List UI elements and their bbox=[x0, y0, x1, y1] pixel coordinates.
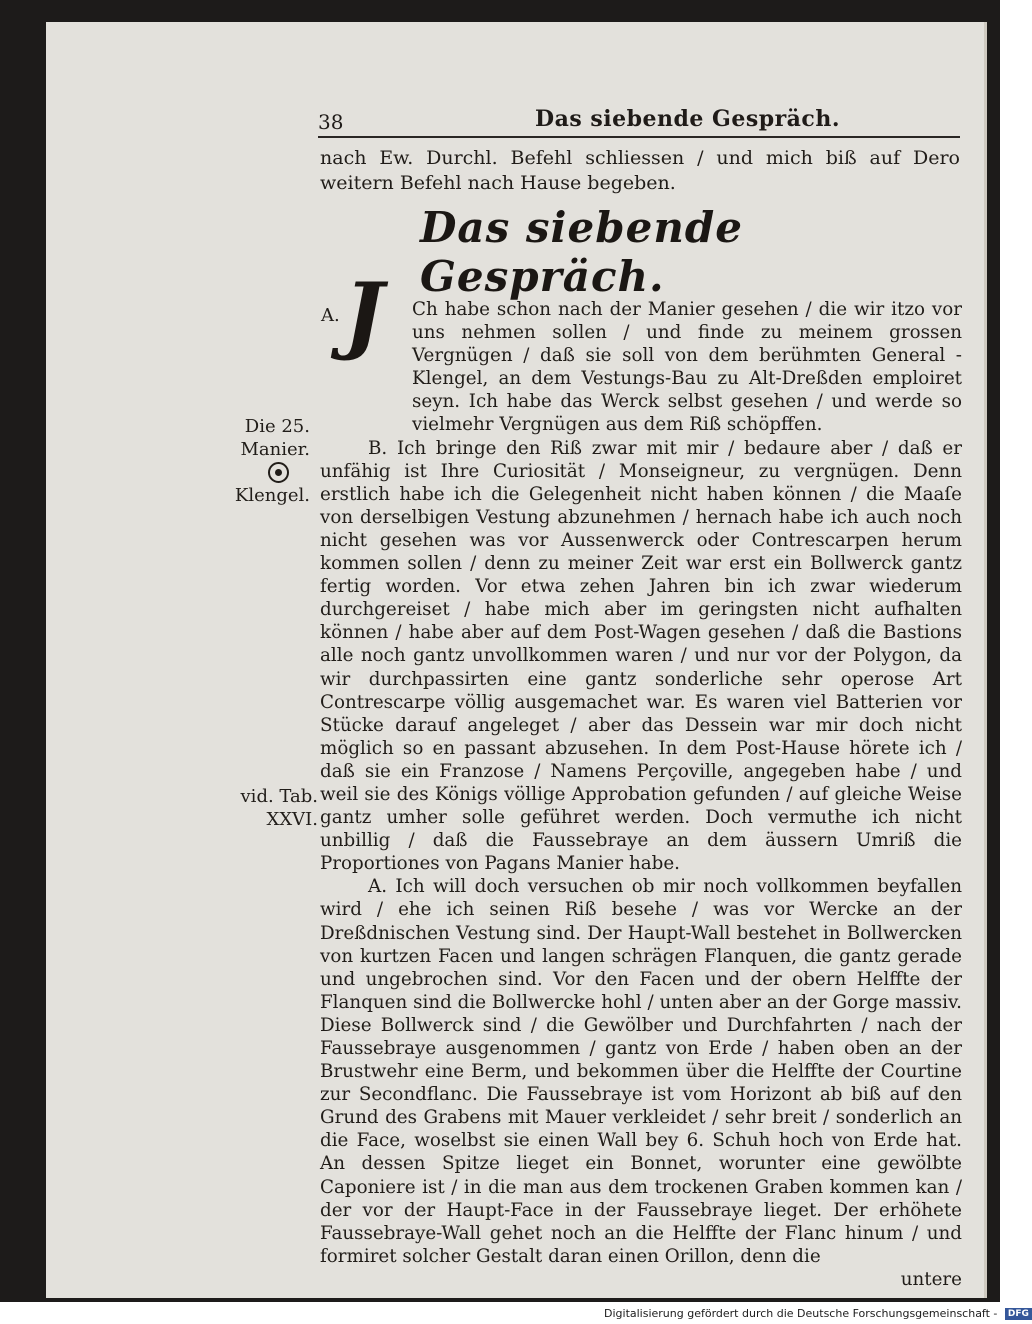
marginal-note-manier-line1: Die 25. bbox=[244, 416, 310, 437]
marginal-note-table-line1: vid. Tab. bbox=[240, 786, 318, 807]
bullseye-symbol-icon bbox=[268, 462, 289, 483]
footer-text: Digitalisierung gefördert durch die Deutsche Forschungsgemeinschaft - bbox=[604, 1307, 998, 1320]
paragraph-1: Ch habe schon nach der Manier gesehen / die wir itzo vor uns nehmen sollen / und finde zu meinem grossen Vergnügen / daß sie soll von dem berühmten General - Klengel, an dem Vestungs-Bau zu Alt-Dreßden emploiret seyn. Ich habe das Werck selbst gesehen / und werde so vielmehr Vergnügen aus dem Riß schöpffen. bbox=[412, 299, 962, 436]
catchword: untere bbox=[900, 1268, 962, 1290]
marginal-note-manier bbox=[230, 415, 310, 461]
paragraph-2: B. Ich bringe den Riß zwar mit mir / bedaure aber / daß er unfähig ist Ihre Curiosität / Monseigneur, zu vergnügen. Denn erstlich habe ich die Gelegenheit nicht haben können / die Maaſe von derselbigen Vestung abzunehmen / hernach habe ich auch noch nicht gesehen was vor Aussenwerck oder Contrescarpen herum kommen sollen / denn zu meiner Zeit war erst ein Bollwerck gantz fertig worden. Vor etwa zehen Jahren bin ich zwar wiederum durchgereiset / habe mich aber im geringsten nicht aufhalten können / habe aber auf dem Post-Wagen gesehen / daß die Bastions alle noch gantz unvollkommen waren / und nur vor der Polygon, da wir durchpassirten eine gantz sonderliche sehr operose Art Contrescarpe völlig ausgemachet war. Es waren viel Batterien vor Stücke darauf angeleget / aber das Dessein war mir doch nicht möglich so en passant abzusehen. In dem Post-Hause hörete ich / daß sie ein Franzose / Namens Perçoville, angegeben habe / und weil sie des Königs völlige Approbation gefunden / auf gleiche Weise gantz umher solle geführet werden. Doch vermuthe ich nicht unbillig / daß die Faussebraye an dem äussern Umriß die Proportiones von Pagans Manier habe. bbox=[320, 437, 962, 875]
header-rule bbox=[318, 136, 960, 138]
decorative-initial: J bbox=[344, 264, 384, 363]
paragraph-3: A. Ich will doch versuchen ob mir noch vollkommen beyfallen wird / ehe ich seinen Riß besehe / was vor Wercke an der Dreßdnischen Vestung sind. Der Haupt-Wall bestehet in Bollwercken von kurtzen Facen und langen schrägen Flanquen, die gantz gerade und ungebrochen sind. Vor den Facen und der obern Helffte der Flanquen sind die Bollwercke hohl / unten aber an der Gorge massiv. Diese Bollwerck sind / die Gewölber und Durchfahrten / nach der Faussebraye ausgenommen / gantz von Erde / haben oben an der Brustwehr eine Berm, und bekommen über die Helffte der Courtine zur Secondflanc. Die Faussebraye ist vom Horizont ab biß auf den Grund des Grabens mit Mauer verkleidet / sehr breit / sonderlich an die Face, woselbst sie einen Wall bey 6. Schuh hoch von Erde hat. An dessen Spitze lieget ein Bonnet, worunter eine gewölbte Caponiere ist / in die man aus dem trockenen Graben kommen kan / der vor der Haupt-Face in der Faussebraye lieget. Der erhöhete Faussebraye-Wall gehet noch an die Helffte der Flanc hinum / und formiret solcher Gestalt daran einen Orillon, denn die bbox=[320, 876, 962, 1267]
marginal-note-table-line2: XXVI. bbox=[266, 809, 318, 830]
speaker-label: A. bbox=[321, 305, 340, 326]
running-head: Das siebende Gespräch. bbox=[535, 106, 840, 132]
marginal-note-manier-line2: Manier. bbox=[240, 439, 310, 460]
footer-credit bbox=[604, 1307, 1032, 1320]
page-number: 38 bbox=[318, 110, 344, 134]
dfg-logo[interactable]: DFG bbox=[1005, 1308, 1032, 1320]
body-text bbox=[320, 298, 962, 1291]
chapter-title: Das siebende Gespräch. bbox=[420, 203, 743, 301]
marginal-note-klengel: Klengel. bbox=[234, 485, 310, 506]
marginal-note-table bbox=[230, 785, 318, 831]
intro-text: nach Ew. Durchl. Befehl schliessen / und mich biß auf Dero weitern Befehl nach Hause begeben. bbox=[320, 147, 960, 194]
